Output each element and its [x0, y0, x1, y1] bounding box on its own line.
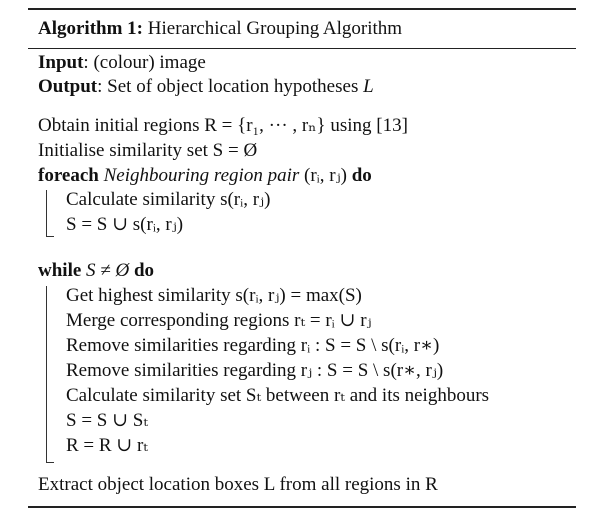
output-label: Output	[38, 76, 98, 97]
algorithm-number: Algorithm 1:	[38, 18, 144, 39]
output-var: L	[363, 76, 374, 97]
foreach-line	[38, 164, 372, 188]
similarity-set-update-line: S = S ∪ Sₜ	[66, 410, 149, 431]
algorithm-title: Hierarchical Grouping Algorithm	[147, 18, 403, 39]
input-label: Input	[38, 52, 84, 73]
foreach-body: Neighbouring region pair	[98, 165, 304, 186]
while-line	[38, 259, 154, 283]
input-text: : (colour) image	[83, 52, 206, 73]
calc-similarity-set-line: Calculate similarity set Sₜ between rₜ and its neighbours	[66, 385, 490, 406]
highest-similarity-line: Get highest similarity s(rᵢ, rⱼ) = max(S)	[66, 285, 362, 306]
foreach-scope-end	[46, 236, 54, 237]
while-scope-end	[46, 462, 54, 463]
obtain-regions-line: Obtain initial regions R = {r₁, ··· , rₙ} using [13]	[38, 115, 408, 136]
calc-similarity-line: Calculate similarity s(rᵢ, rⱼ)	[66, 189, 271, 210]
caption-rule	[28, 48, 576, 49]
top-rule	[28, 8, 576, 10]
output-text: : Set of object location hypotheses	[97, 76, 364, 97]
output-line	[38, 75, 374, 99]
while-do: do	[133, 260, 155, 281]
input-line	[38, 51, 206, 75]
merge-regions-line: Merge corresponding regions rₜ = rᵢ ∪ rⱼ	[66, 310, 372, 331]
similarity-update-line: S = S ∪ s(rᵢ, rⱼ)	[66, 214, 184, 235]
bottom-rule	[28, 506, 576, 508]
init-similarity-line: Initialise similarity set S = Ø	[38, 140, 258, 161]
foreach-keyword: foreach	[38, 165, 99, 186]
algorithm-caption	[38, 17, 402, 41]
while-keyword: while	[38, 260, 82, 281]
algorithm-box	[28, 8, 576, 508]
remove-i-line: Remove similarities regarding rᵢ : S = S \ s(rᵢ, r∗)	[66, 335, 440, 356]
foreach-do: do	[351, 165, 372, 186]
while-scope-bar	[46, 286, 47, 462]
region-update-line: R = R ∪ rₜ	[66, 435, 148, 456]
foreach-scope-bar	[46, 190, 47, 236]
while-condition: S ≠ Ø	[81, 260, 134, 281]
remove-j-line: Remove similarities regarding rⱼ : S = S \ s(r∗, rⱼ)	[66, 360, 444, 381]
extract-boxes-line: Extract object location boxes L from all regions in R	[38, 474, 438, 495]
foreach-pair: (rᵢ, rⱼ)	[304, 165, 352, 186]
